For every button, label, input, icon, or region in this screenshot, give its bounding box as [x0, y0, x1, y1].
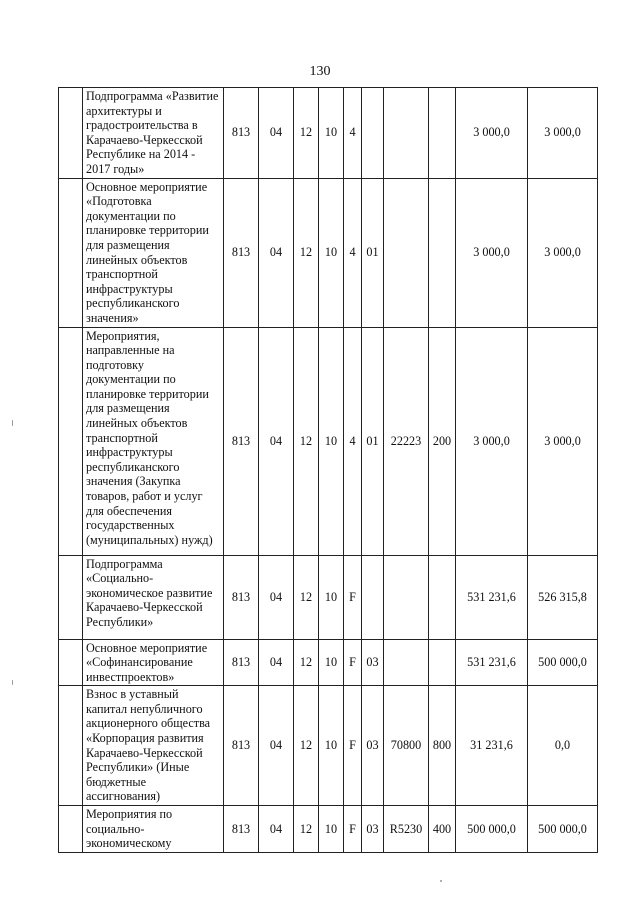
subsection-code: 12 — [294, 686, 319, 806]
sum-year-1: 500 000,0 — [456, 806, 528, 853]
ministry-code: 813 — [224, 88, 259, 179]
subprogram-code: F — [344, 806, 362, 853]
item-name: Подпрограмма «Социально-экономическое развитие Карачаево-Черкесской Республики» — [83, 555, 224, 639]
program-code: 10 — [319, 555, 344, 639]
program-code: 10 — [319, 806, 344, 853]
subsection-code: 12 — [294, 639, 319, 686]
sum-year-2: 3 000,0 — [528, 88, 598, 179]
ministry-code: 813 — [224, 806, 259, 853]
item-name: Подпрограмма «Развитие архитектуры и градостроительства в Карачаево-Черкесской Республике на 2014 - 2017 годы» — [83, 88, 224, 179]
subprogram-code: F — [344, 639, 362, 686]
program-code: 10 — [319, 88, 344, 179]
row-margin-cell — [59, 178, 83, 327]
ministry-code: 813 — [224, 555, 259, 639]
sum-year-1: 3 000,0 — [456, 178, 528, 327]
sum-year-1: 531 231,6 — [456, 639, 528, 686]
section-code: 04 — [259, 639, 294, 686]
item-name: Основное мероприятие «Подготовка документации по планировке территории для размещения линейных объектов транспортной инфраструктуры республиканского значения» — [83, 178, 224, 327]
item-name: Взнос в уставный капитал непубличного акционерного общества «Корпорация развития Карачаево-Черкесской Республики» (Иные бюджетные ассигнования) — [83, 686, 224, 806]
expense-type: 400 — [429, 806, 456, 853]
target-code — [384, 178, 429, 327]
target-code — [384, 88, 429, 179]
program-code: 10 — [319, 639, 344, 686]
event-code — [362, 555, 384, 639]
program-code: 10 — [319, 327, 344, 555]
row-margin-cell — [59, 686, 83, 806]
expense-type: 200 — [429, 327, 456, 555]
table-row — [59, 327, 598, 555]
sum-year-1: 31 231,6 — [456, 686, 528, 806]
ministry-code: 813 — [224, 178, 259, 327]
scan-speck — [12, 420, 13, 426]
subprogram-code: 4 — [344, 88, 362, 179]
program-code: 10 — [319, 686, 344, 806]
table-row — [59, 639, 598, 686]
scan-speck — [440, 880, 442, 882]
table-row — [59, 686, 598, 806]
item-name: Основное мероприятие «Софинансирование инвестпроектов» — [83, 639, 224, 686]
item-name: Мероприятия по социально-экономическому — [83, 806, 224, 853]
target-code — [384, 555, 429, 639]
expense-type — [429, 178, 456, 327]
event-code: 03 — [362, 806, 384, 853]
subprogram-code: 4 — [344, 178, 362, 327]
ministry-code: 813 — [224, 639, 259, 686]
program-code: 10 — [319, 178, 344, 327]
event-code — [362, 88, 384, 179]
sum-year-2: 3 000,0 — [528, 327, 598, 555]
row-margin-cell — [59, 806, 83, 853]
sum-year-1: 3 000,0 — [456, 327, 528, 555]
sum-year-1: 531 231,6 — [456, 555, 528, 639]
subprogram-code: F — [344, 686, 362, 806]
section-code: 04 — [259, 88, 294, 179]
section-code: 04 — [259, 178, 294, 327]
subsection-code: 12 — [294, 178, 319, 327]
item-name: Мероприятия, направленные на подготовку документации по планировке территории для размещения линейных объектов транспортной инфраструктуры республиканского значения (Закупка товаров, работ и услуг для обеспечения государственных (муниципальных) нужд) — [83, 327, 224, 555]
sum-year-1: 3 000,0 — [456, 88, 528, 179]
row-margin-cell — [59, 555, 83, 639]
target-code: 22223 — [384, 327, 429, 555]
row-margin-cell — [59, 327, 83, 555]
event-code: 01 — [362, 178, 384, 327]
table-row — [59, 88, 598, 179]
row-margin-cell — [59, 88, 83, 179]
subsection-code: 12 — [294, 555, 319, 639]
subsection-code: 12 — [294, 806, 319, 853]
sum-year-2: 526 315,8 — [528, 555, 598, 639]
ministry-code: 813 — [224, 327, 259, 555]
target-code — [384, 639, 429, 686]
target-code: R5230 — [384, 806, 429, 853]
section-code: 04 — [259, 686, 294, 806]
subprogram-code: F — [344, 555, 362, 639]
target-code: 70800 — [384, 686, 429, 806]
section-code: 04 — [259, 327, 294, 555]
scan-speck — [12, 680, 13, 685]
sum-year-2: 500 000,0 — [528, 639, 598, 686]
sum-year-2: 500 000,0 — [528, 806, 598, 853]
event-code: 01 — [362, 327, 384, 555]
subsection-code: 12 — [294, 327, 319, 555]
subsection-code: 12 — [294, 88, 319, 179]
event-code: 03 — [362, 686, 384, 806]
budget-table — [58, 87, 598, 853]
table-row — [59, 806, 598, 853]
table-row — [59, 178, 598, 327]
section-code: 04 — [259, 806, 294, 853]
sum-year-2: 0,0 — [528, 686, 598, 806]
page-number: 130 — [309, 64, 331, 79]
sum-year-2: 3 000,0 — [528, 178, 598, 327]
subprogram-code: 4 — [344, 327, 362, 555]
expense-type — [429, 555, 456, 639]
table-row — [59, 555, 598, 639]
event-code: 03 — [362, 639, 384, 686]
expense-type: 800 — [429, 686, 456, 806]
budget-table-body — [59, 88, 598, 853]
row-margin-cell — [59, 639, 83, 686]
expense-type — [429, 88, 456, 179]
expense-type — [429, 639, 456, 686]
ministry-code: 813 — [224, 686, 259, 806]
section-code: 04 — [259, 555, 294, 639]
